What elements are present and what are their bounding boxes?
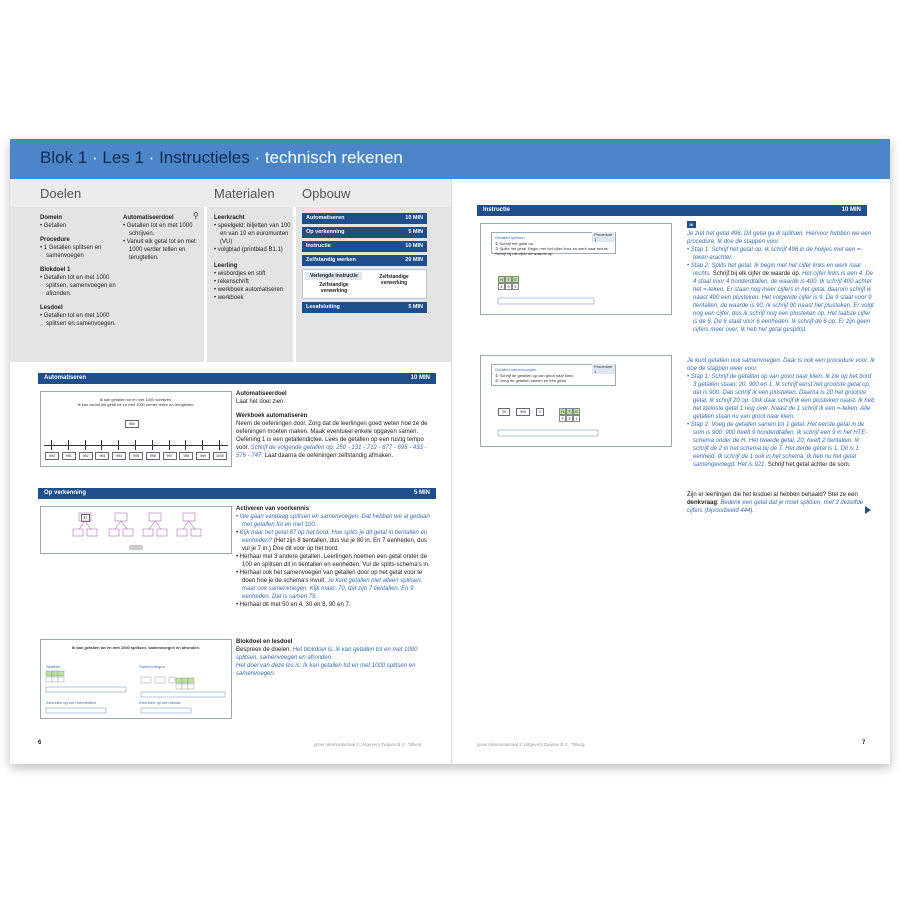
opbouw-list [302, 213, 427, 316]
number-box: 1 [536, 408, 544, 416]
bar-time: 5 MIN [413, 490, 430, 496]
zelfstandige-verwerking: Zelfstandige verwerking [379, 274, 409, 286]
step-text: Schrijf bij elk cijfer de waarde op. [712, 271, 801, 277]
opbouw-time: 5 MIN [408, 229, 423, 235]
materiaal-item: • volgblad (printblad B1.1) [214, 247, 283, 253]
blokdoel-text-part: Bespreek de doelen. [236, 647, 293, 653]
lesdoel-paragraph: Het doel van deze les is: Ik kan getallen tot en met 1000 splitsen en samenvoegen. [236, 663, 416, 677]
opbouw-label: Op verkenning [306, 229, 345, 235]
number-line-value: 994 [112, 452, 126, 460]
automatiseren-illustration [40, 391, 232, 467]
leerkracht-heading: Leerkracht [214, 215, 245, 221]
werkboek-dictee: Schrijf de volgende getallen op: 250 - 131 - 712 - 877 - 695 - 433 - 576 - 747. [236, 445, 427, 459]
instructie-intro: Je ziet het getal 496. Dit getal ga ik splitsen. Hiervoor hebben we een procedure. Ik doe de stappen voor. [687, 231, 872, 245]
werkboek-text [236, 420, 432, 460]
procedure-badge: Procedure 1 [592, 232, 615, 242]
step-text: Stap 1: Schrijf het getal op. Ik schrijf 496 in de hokjes met een =-teken erachter. [690, 247, 863, 261]
opbouw-item [302, 255, 427, 266]
procedure-step: ① Schrijf de getallen op van groot naar klein. [495, 373, 575, 378]
opbouw-label: Zelfstandig werken [306, 257, 356, 263]
number-line-tick [135, 440, 136, 450]
title-les: Les 1 [102, 148, 144, 167]
illustration-label: Splitsen [46, 664, 61, 669]
verlengde-instructie: Verlengde instructie [306, 272, 362, 280]
copyright-right: groei rekenmateriaal © Uitgeverij Zwijsen B.V., Tilburg [477, 742, 585, 747]
illustration-text: Ik kan vanuit elk getal tot en met 1000 verder tellen en terugtellen. [77, 402, 195, 407]
opbouw-subgroup [302, 269, 427, 299]
materialen-column [214, 214, 292, 302]
bullet-text: (Het zijn 8 tientallen, dus vul je 80 in. En 7 eenheden, dus vul je 7 in.) Doe dit voor op het bord. [242, 538, 427, 552]
hte-header: H [498, 276, 505, 283]
page-title [40, 148, 403, 168]
title-separator: · [143, 148, 160, 167]
instructie-step: • Stap 1: Schrijf het getal op. Ik schrijf 496 in de hokjes met een =-teken erachter. [687, 247, 863, 261]
number-line-value: 999 [196, 452, 210, 460]
hte-header: H [559, 408, 566, 415]
number-line-value: 992 [79, 452, 93, 460]
instructie-step: • Stap 1: Schrijf de getallen op van groot naar klein. Ik zie op het bord 3 getallen staan: 20, 900 en 1. Ik schrijf eerst het grootste getal op, dat is 900. Dan schrijf ik een plusteken. Daarna is 20 het grootste getal. Ik schrijf 20 op. Ook daar schrijf ik een plusteken naast. Ik heb het kleinste getal 1 nog over. Naast de 1 schrijf ik een =-teken. Alle getallen staan nu van groot naar klein. [687, 374, 875, 420]
opbouw-time: 10 MIN [405, 215, 423, 221]
number-line-tick [101, 440, 102, 450]
domein-item: • Getallen [40, 223, 67, 229]
automatiseerdoel-heading: Automatiseerdoel [236, 391, 287, 397]
opbouw-item [302, 213, 427, 224]
werkboek-text-part: Laat daarna de oefeningen zelfstandig afmaken. [263, 453, 394, 459]
verkenning-bar [38, 488, 436, 499]
title-separator: · [87, 148, 103, 167]
blokdoel-illustration [40, 639, 232, 719]
blokdoel-heading: Blokdoel en lesdoel [236, 639, 293, 645]
next-arrow-icon [865, 506, 871, 514]
number-line-value: 997 [163, 452, 177, 460]
blokdoel-text-part: Het blokdoel is: Ik kan getallen tot en met 1000 splitsen, samenvoegen en afronden. [236, 647, 418, 661]
number-line-value: 995 [129, 452, 143, 460]
number-line-value: 990 [45, 452, 59, 460]
number-line [44, 445, 228, 446]
lesdoel-item: • Getallen tot en met 1000 splitsen en samenvoegen. [40, 313, 116, 327]
number-line-tick [51, 440, 52, 450]
bullet-text: Je kunt getallen niet alleen splitsen, maar ook samenvoegen. Kijk maar: 70, dat zijn 7 tientallen. En 9 eenheden. Dat is samen 79. [242, 578, 423, 600]
bar-label: Op verkenning [44, 490, 87, 496]
bullet-text: Herhaal met 3 andere getallen. Leerlingen noemen een getal onder de 100 en splitsen dit in tientallen en eenheden. Vul de splits-schema's in. [239, 554, 430, 568]
procedure-step-text: Voeg de getallen samen tot één getal. [499, 378, 567, 383]
opbouw-time: 5 MIN [408, 304, 423, 310]
voorkennis-heading: Activeren van voorkennis [236, 506, 310, 512]
instructie-step: • Stap 2: Splits het getal. Ik begin met het cijfer links en werk naar rechts. Schrijf bij elk cijfer de waarde op. Het cijfer links is een 4. De 4 staat voor 4 honderdtallen, de waarde is 400. Ik schrijf 400 achter het =-teken. Er staan nog meer cijfers in het getal, daarom schrijf ik naast 400 een plusteken. Het volgende cijfer is 9. De 9 staat voor 9 tientallen, de waarde is 90. Ik schrijf 90 naast het plusteken. Er volgt nog een cijfer, dus ik schrijf nog een plusteken op. Het laatste cijfer is de 6. De 6 staat voor 6 eenheden. Ik schrijf de 6 op. Er zijn geen cijfers meer over. Ik heb het getal gesplitst. [687, 263, 874, 333]
materiaal-item: • wisbordjes en stift [214, 271, 266, 277]
illustration-text: Ik kan getallen tot en met 1000 schrijven. [99, 397, 173, 402]
hte-header: T [566, 408, 573, 415]
illustration-label: Samenvoegen [139, 664, 165, 669]
denkvraag-part: Zijn er leerlingen die het lesdoel al hebben behaald? Stel ze een [687, 492, 858, 498]
heading-doelen: Doelen [40, 186, 82, 201]
lesdoel-heading: Lesdoel [40, 305, 63, 311]
automatiseerdoel-text: Laat het doel zien. [236, 399, 286, 405]
title-banner [10, 139, 890, 179]
materiaal-item: • werkboek automatiseren [214, 287, 284, 293]
digit: 6 [512, 283, 519, 290]
number-line-value: 998 [179, 452, 193, 460]
automatiseren-text [236, 390, 432, 460]
step-text: Stap 2: Voeg de getallen samen tot 1 getal. Het eerste getal in de som is 900. 900 heeft 9 honderdtallen. Ik schrijf een 9 in het HTE-schema onder de H. Het tweede getal, 20, heeft 2 tientallen. Ik schrijf de 2 in het schema bij de T. Het derde getal is 1. Dit is 1 eenheid. Ik schrijf de 1 ook in het schema. Ik heb nu het getal samengevoegd. Het is 921. [690, 422, 868, 468]
section-headings [10, 179, 451, 207]
step-text: Stap 1: Schrijf de getallen op van groot naar klein. Ik zie op het bord 3 getallen staan: 20, 900 en 1. Ik schrijf eerst het grootste getal op, dat is 900. Dan schrijf ik een plusteken. Daarna is 20 het grootste getal. Ik schrijf 20 op. Ook daar schrijf ik een plusteken naast. Ik heb het kleinste getal 1 nog over. Naast de 1 schrijf ik een =-teken. Alle getallen staan nu van groot naar klein. [690, 374, 875, 420]
title-subtitle: technisch rekenen [264, 148, 403, 167]
heading-opbouw: Opbouw [302, 186, 351, 201]
bar-time: 10 MIN [841, 207, 861, 213]
step-text: Stap 2: Splits het getal. Ik begin met het cijfer links en werk naar rechts. [690, 263, 862, 277]
verkenning-text [236, 505, 434, 609]
procedure-item: • 1 Getallen splitsen en samenvoegen [40, 245, 102, 259]
leerling-heading: Leerling [214, 263, 238, 269]
title-separator: · [249, 148, 265, 167]
voorkennis-bullet: • Herhaal met 3 andere getallen. Leerlingen noemen een getal onder de 100 en splitsen dit in tientallen en eenheden. Vul de splits-schema's in. [236, 554, 430, 568]
number-box: 87 [81, 514, 90, 522]
automatiseerdoel-item: • Getallen tot en met 1000 schrijven. [123, 223, 193, 237]
number-line-tick [118, 440, 119, 450]
opbouw-time: 20 MIN [405, 257, 423, 263]
copyright-left: groei rekenmateriaal © Uitgeverij Zwijsen B.V., Tilburg [314, 742, 422, 747]
procedure-heading: Procedure [40, 237, 70, 243]
number-line-tick [185, 440, 186, 450]
samenvoegen-instructie-text [687, 357, 875, 469]
blokdoel-heading: Blokdoel 1 [40, 267, 71, 273]
number-line-tick [152, 440, 153, 450]
answer-row [481, 224, 673, 316]
voorkennis-bullet: • Herhaal ook het samenvoegen van getallen door op het getal voor te doen hoe je de schema's invult. Je kunt getallen niet alleen splitsen, maar ook samenvoegen. Kijk maar: 70, dat zijn 7 tientallen. En 9 eenheden. Dat is samen 79. [236, 570, 423, 600]
opbouw-item [302, 227, 427, 238]
digit: 9 [559, 415, 566, 422]
illustration-label: Afronden op een honderdtal [46, 700, 96, 705]
mini-schemas [41, 640, 233, 720]
book-spread [10, 139, 890, 764]
digit: 1 [573, 415, 580, 422]
opbouw-label: Instructie [306, 243, 331, 249]
ik-badge: IK [687, 221, 696, 228]
materiaal-item: • rekenschrift [214, 279, 249, 285]
hte-header: E [573, 408, 580, 415]
voorkennis-bullet: • Kijk naar het getal 87 op het bord. Hoe splits je dit getal in tientallen en eenheden? (Het zijn 8 tientallen, dus vul je 80 in. En 7 eenheden, dus vul je 7 in.) Doe dit voor op het bord. [236, 530, 428, 552]
hte-header: T [505, 276, 512, 283]
opbouw-time: 10 MIN [405, 243, 423, 249]
splitsen-instructie-text [687, 230, 875, 334]
materiaal-item: • speelgeld: biljetten van 100 en van 10 en euromunten (VU) [214, 223, 291, 245]
procedure-step: ① Schrijf het getal op. [495, 241, 534, 246]
samenvoegen-illustration [480, 355, 672, 447]
blokdoel-item: • Getallen tot en met 1000 splitsen, samenvoegen en afronden. [40, 275, 116, 297]
voorkennis-bullet: • Herhaal dit met 50 en 4, 30 en 8, 90 en 7. [236, 602, 351, 608]
number-line-value: 991 [62, 452, 76, 460]
page-number-left: 6 [38, 740, 42, 746]
digit: 4 [498, 283, 505, 290]
number-line-tick [85, 440, 86, 450]
number-box: 20 [498, 408, 510, 416]
number-line-value: 993 [95, 452, 109, 460]
automatiseerdoel-heading: Automatiseerdoel [123, 215, 174, 221]
procedure-badge: Procedure 1 [592, 364, 615, 374]
zelfstandige-verwerking: Zelfstandige verwerking [319, 282, 349, 294]
blokdoel-text [236, 638, 434, 678]
bar-time: 10 MIN [410, 375, 430, 381]
opbouw-label: Automatiseren [306, 215, 345, 221]
digit: 2 [566, 415, 573, 422]
procedure-step: ② Splits het getal. Begin met het cijfer links en werk naar rechts. Schrijf bij elk cijfer de waarde op. [495, 246, 609, 256]
doelen-column-2 [123, 214, 199, 262]
bar-label: Automatiseren [44, 375, 87, 381]
illustration-label: Afronden op een tiental [139, 700, 181, 705]
doelen-column-1 [40, 214, 118, 328]
procedure-step: ② Voeg de getallen samen tot één getal. [495, 378, 567, 383]
number-line-value: 996 [146, 452, 160, 460]
number-box: 900 [516, 408, 530, 416]
number-line-tick [202, 440, 203, 450]
werkboek-heading: Werkboek automatiseren [236, 413, 308, 419]
procedure-title: Getallen samenvoegen [495, 367, 537, 372]
denkvraag-label: denkvraag [687, 500, 718, 506]
automatiseren-bar [38, 373, 436, 384]
number-line-value: 1000 [213, 452, 227, 460]
step-text: Schrijf het getal achter de som. [767, 462, 851, 468]
denkvraag-part: : [717, 500, 721, 506]
splitsschema-illustration [40, 506, 232, 554]
domein-heading: Domein [40, 215, 63, 221]
number-line-tick [68, 440, 69, 450]
denkvraag-text [687, 491, 875, 515]
split-diagrams [41, 507, 233, 555]
heading-materialen: Materialen [214, 186, 275, 201]
procedure-title: Getallen splitsen [495, 235, 525, 240]
hte-header: E [512, 276, 519, 283]
opbouw-item [302, 302, 427, 313]
procedure-step-text: Splits het getal. Begin met het cijfer links en werk naar rechts. Schrijf bij elk cijfer de waarde op. [495, 246, 609, 256]
number-line-tick [219, 440, 220, 450]
person-icon: ⚲ [193, 211, 199, 220]
opbouw-item [302, 241, 427, 252]
procedure-step-text: Schrijf het getal op. [499, 241, 534, 246]
bullet-text: Kijk naar het getal 87 op het bord. Hoe splits je dit getal in tientallen en eenheden? [239, 530, 428, 544]
step-text: Het cijfer links is een 4. De 4 staat voor 4 honderdtallen, de waarde is 400. Ik schrijf 400 achter het =-teken. Er staan nog meer cijfers in het getal, daarom schrijf ik naast 400 een plusteken. Het volgende cijfer is 9. De 9 staat voor 9 tientallen, de waarde is 90. Ik schrijf 90 naast het plusteken. Er volgt nog een cijfer, dus ik schrijf nog een plusteken op. Het laatste cijfer is de 6. De 6 staat voor 6 eenheden. Ik schrijf de 6 op. Er zijn geen cijfers meer over. Ik heb het getal gesplitst. [693, 271, 874, 333]
instructie-step: • Stap 2: Voeg de getallen samen tot 1 getal. Het eerste getal in de som is 900. 900 heeft 9 honderdtallen. Ik schrijf een 9 in het HTE-schema onder de H. Het tweede getal, 20, heeft 2 tientallen. Ik schrijf de 2 in het schema bij de T. Het derde getal is 1. Dit is 1 eenheid. Ik schrijf de 1 ook in het schema. Ik heb nu het getal samengevoegd. Het is 921. Schrijf het getal achter de som. [687, 422, 868, 468]
instructie-intro: Je kunt getallen ook samenvoegen. Daar is ook een procedure voor. Ik doe de stappen weer voor. [687, 358, 875, 372]
instructie-bar [477, 205, 867, 216]
page-number-right: 7 [862, 740, 866, 746]
title-blok: Blok 1 [40, 148, 88, 167]
answer-row [481, 356, 673, 448]
number-line-tick [169, 440, 170, 450]
opbouw-label: Lesafsluiting [306, 304, 340, 310]
bullet-text: Herhaal ook het samenvoegen van getallen door op het getal voor te doen hoe je de schema's invult. [239, 570, 423, 584]
materiaal-item: • werkboek [214, 295, 244, 301]
start-number-box: 950 [125, 420, 139, 428]
splitsen-illustration [480, 223, 672, 315]
denkvraag-question: Bedenk een getal dat je moet splitsen, met 3 dezelfde cijfers (bijvoorbeeld 444). [687, 500, 864, 514]
illustration-title: Ik kan getallen tot en met 1000 splitsen, samenvoegen en afronden. [71, 645, 201, 650]
digit: 9 [505, 283, 512, 290]
automatiseerdoel-item: • Vanuit elk getal tot en met 1000 verder tellen en terugtellen. [123, 239, 196, 261]
bullet-text: We gaan vandaag splitsen en samenvoegen. Dat hebben we al gedaan met getallen tot en met 100. [239, 514, 430, 528]
bullet-text: Herhaal dit met 50 en 4, 30 en 8, 90 en 7. [239, 602, 351, 608]
procedure-step-text: Schrijf de getallen op van groot naar klein. [499, 373, 575, 378]
blokdoel-paragraph [236, 646, 434, 662]
bar-label: Instructie [483, 207, 511, 213]
voorkennis-bullet: • We gaan vandaag splitsen en samenvoegen. Dat hebben we al gedaan met getallen tot en met 100. [236, 514, 430, 528]
title-type: Instructieles [159, 148, 250, 167]
werkboek-text-part: Neem de oefeningen door. Zorg dat de leerlingen goed weten hoe ze de oefeningen moeten maken. Maak eventueel enkele opgaven samen. Oefening 1 is een getallendictee. Lees de getallen op een rustig tempo voor. [236, 421, 428, 451]
